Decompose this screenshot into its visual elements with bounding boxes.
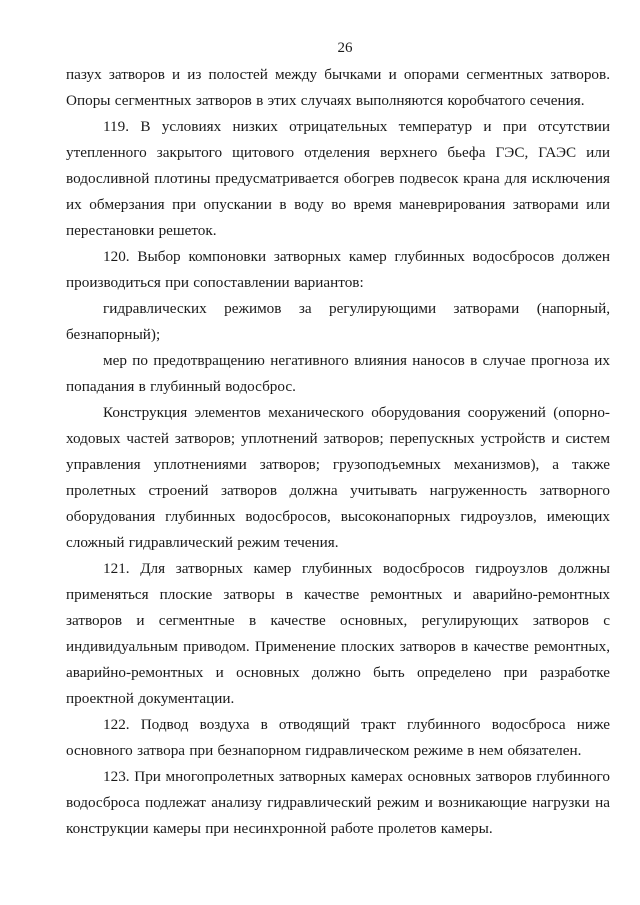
page-number: 26 bbox=[337, 40, 353, 56]
paragraph-120: 120. Выбор компоновки затворных камер глубинных водосбросов должен производиться при сопоставлении вариантов: bbox=[66, 248, 610, 291]
paragraph-equipment-design: Конструкция элементов механического оборудования сооружений (опорно-ходовых частей затворов; уплотнений затворов; перепускных устройств и систем управления уплотнениями затворов; грузоподъемных механизмов), а также пролетных строений затворов должна учитывать нагруженность затворного оборудования глубинных водосбросов, высоконапорных гидроузлов, имеющих сложный гидравлический режим течения. bbox=[66, 404, 610, 551]
paragraph-120-item-sediment-measures: мер по предотвращению негативного влияния наносов в случае прогноза их попадания в глубинный водосброс. bbox=[66, 352, 610, 395]
paragraph-119: 119. В условиях низких отрицательных температур и при отсутствии утепленного закрытого щитового отделения верхнего бьефа ГЭС, ГАЭС или водосливной плотины предусматривается обогрев подвесок крана для исключения их обмерзания при опускании в воду во время маневрирования затворами или перестановки решеток. bbox=[66, 118, 610, 239]
paragraph-123: 123. При многопролетных затворных камерах основных затворов глубинного водосброса подлежат анализу гидравлический режим и возникающие нагрузки на конструкции камеры при несинхронной работе пролетов камеры. bbox=[66, 768, 610, 837]
paragraph-121: 121. Для затворных камер глубинных водосбросов гидроузлов должны применяться плоские затворы в качестве ремонтных и аварийно-ремонтных затворов и сегментные в качестве основных, регулирующих затворов с индивидуальным приводом. Применение плоских затворов в качестве ремонтных, аварийно-ремонтных и основных должно быть определено при разработке проектной документации. bbox=[66, 560, 610, 707]
paragraph-continuation: пазух затворов и из полостей между бычками и опорами сегментных затворов. Опоры сегментных затворов в этих случаях выполняются коробчатого сечения. bbox=[66, 66, 610, 109]
paragraph-122: 122. Подвод воздуха в отводящий тракт глубинного водосброса ниже основного затвора при безнапорном гидравлическом режиме в нем обязателен. bbox=[66, 716, 610, 759]
paragraph-120-item-hydraulic-modes: гидравлических режимов за регулирующими затворами (напорный, безнапорный); bbox=[66, 300, 610, 343]
